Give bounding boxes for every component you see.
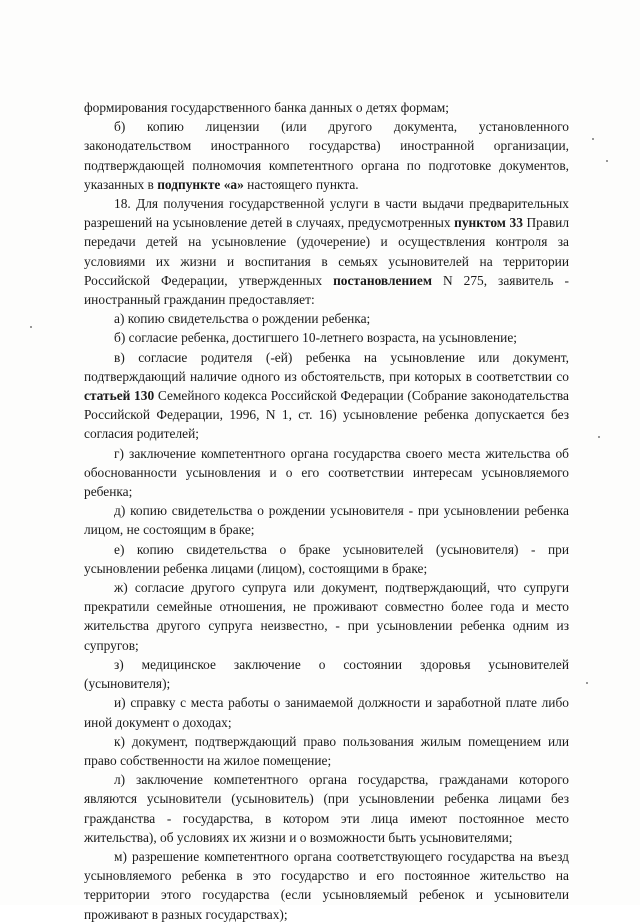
text-segment: е) копию свидетельства о браке усыновителей (усыновителя) - при усыновлении ребенка лицами (лицом), состоящими в браке; (84, 541, 569, 576)
scan-speck (592, 138, 594, 140)
text-segment: а) копию свидетельства о рождении ребенка; (114, 311, 371, 327)
text-segment: Правил передачи детей на усыновление (удочерение) и осуществления контроля за условиями их жизни и воспитания в семьях усыновителей на территории Российской Федерации, утвержденных (84, 215, 569, 288)
paragraph (84, 348, 569, 444)
bold-reference: постановлением (333, 272, 432, 288)
bold-reference: подпункте «а» (157, 176, 244, 192)
scan-speck (586, 682, 588, 684)
text-segment: л) заключение компетентного органа государства, гражданами которого являются усыновители (усыновитель) (при усыновлении ребенка лицами без гражданства - государства, в котором эти лица имеют постоянное место жительства), об условиях их жизни и о возможности быть усыновителями; (84, 772, 569, 845)
paragraph (84, 655, 569, 693)
text-segment: д) копию свидетельства о рождении усыновителя - при усыновлении ребенка лицом, не состоящим в браке; (84, 503, 569, 538)
text-segment: к) документ, подтверждающий право пользования жилым помещением или право собственности на жилое помещение; (84, 733, 569, 768)
paragraph (84, 501, 569, 539)
paragraph (84, 578, 569, 655)
text-segment: г) заключение компетентного органа государства своего места жительства об обоснованности усыновления и о его соответствии интересам усыновляемого ребенка; (84, 445, 569, 500)
scan-speck (606, 160, 608, 162)
scan-speck (30, 326, 32, 328)
text-segment: в) согласие родителя (-ей) ребенка на усыновление или документ, подтверждающий наличие одного из обстоятельств, при которых в соответствии со (84, 349, 569, 384)
scan-speck (598, 436, 600, 438)
paragraph (84, 117, 569, 194)
text-segment: ж) согласие другого супруга или документ, подтверждающий, что супруги прекратили семейные отношения, не проживают совместно более года и место жительства другого супруга неизвестно, - при усыновлении ребенка одним из супругов; (84, 580, 569, 653)
paragraph (84, 444, 569, 502)
paragraph (84, 328, 569, 347)
text-segment: Семейного кодекса Российской Федерации (Собрание законодательства Российской Федерации, 1996, N 1, ст. 16) усыновление ребенка допускается без согласия родителей; (84, 388, 569, 442)
text-segment: и) справку с места работы о занимаемой должности и заработной плате либо иной документ о доходах; (84, 695, 569, 730)
text-segment: б) копию лицензии (или другого документа, установленного законодательством иностранного государства) иностранной организации, подтверждающей полномочия компетентного органа по подготовке документов, указанных в (84, 119, 569, 192)
paragraph (84, 770, 569, 847)
paragraph (84, 98, 569, 117)
paragraph (84, 732, 569, 770)
text-segment: 18. Для получения государственной услуги в части выдачи предварительных разрешений на усыновление детей в случаях, предусмотренных (84, 196, 569, 231)
text-segment: м) разрешение компетентного органа соответствующего государства на въезд усыновляемого ребенка в это государство и его постоянное жительство на территории этого государства (если усыновляемый ребенок и усыновители проживают в разных государствах); (84, 848, 569, 922)
text-segment: N 275, заявитель - иностранный гражданин предоставляет: (84, 272, 569, 308)
paragraph (84, 693, 569, 731)
text-segment: з) медицинское заключение о состоянии здоровья усыновителей (усыновителя); (84, 656, 569, 692)
text-segment: б) согласие ребенка, достигшего 10-летнего возраста, на усыновление; (114, 330, 517, 346)
bold-reference: статьей 130 (84, 388, 155, 404)
paragraph (84, 194, 569, 309)
paragraph (84, 540, 569, 578)
text-segment: настоящего пункта. (243, 176, 359, 192)
paragraph (84, 847, 569, 924)
bold-reference: пунктом 33 (454, 215, 523, 231)
paragraph (84, 309, 569, 328)
document-body (84, 98, 569, 924)
text-segment: формирования государственного банка данных о детях формам; (84, 100, 449, 115)
